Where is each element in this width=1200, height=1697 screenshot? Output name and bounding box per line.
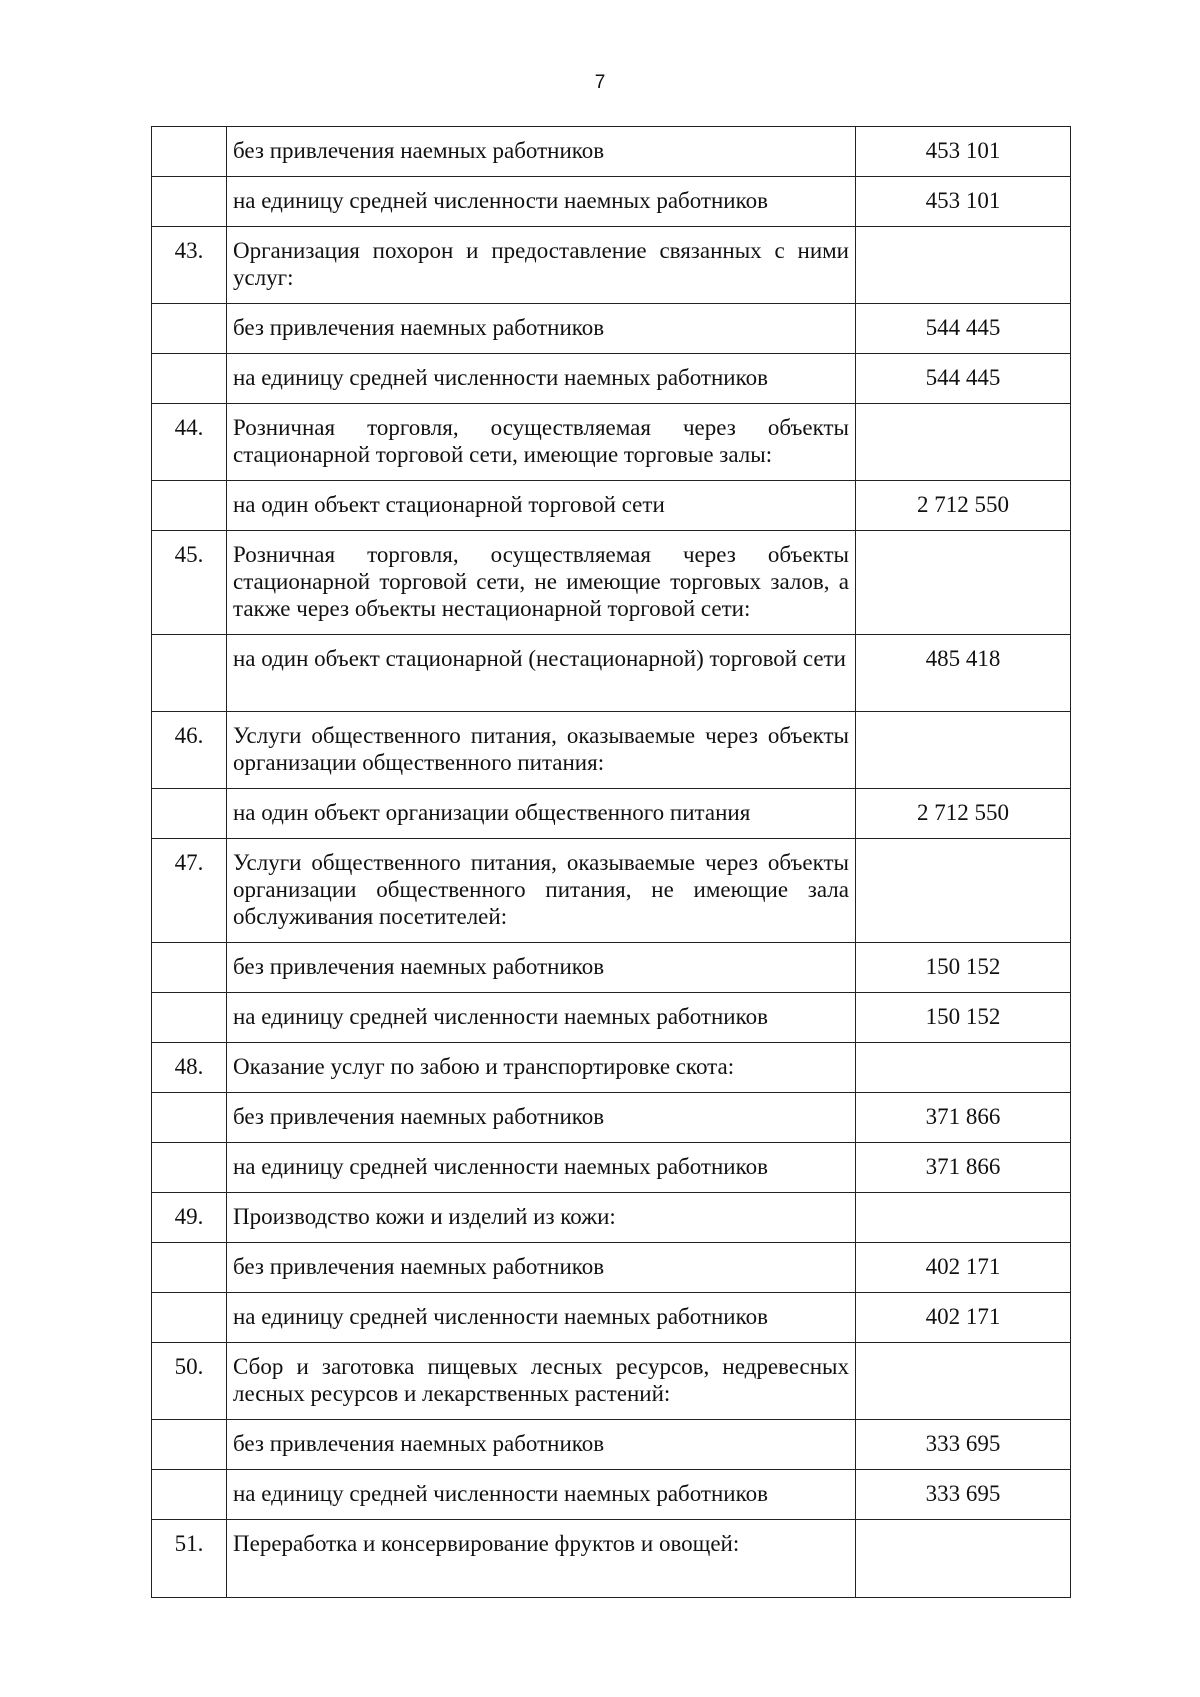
row-value-cell: 453 101 [856, 177, 1071, 227]
row-description-cell: Сбор и заготовка пищевых лесных ресурсов, недревесных лесных ресурсов и лекарственных растений: [227, 1343, 856, 1420]
row-value-cell: 333 695 [856, 1420, 1071, 1470]
row-number-cell [152, 177, 227, 227]
row-description-cell: на единицу средней численности наемных работников [227, 1293, 856, 1343]
row-description-cell: на единицу средней численности наемных работников [227, 993, 856, 1043]
rates-table [151, 126, 1071, 1598]
table-row [152, 1470, 1071, 1520]
row-description-cell: Услуги общественного питания, оказываемые через объекты организации общественного питания: [227, 712, 856, 789]
row-description-cell: без привлечения наемных работников [227, 127, 856, 177]
row-number-cell: 45. [152, 531, 227, 635]
table-row [152, 839, 1071, 943]
row-description-cell: без привлечения наемных работников [227, 1093, 856, 1143]
row-description-cell: на один объект стационарной (нестационарной) торговой сети [227, 635, 856, 712]
row-number-cell [152, 993, 227, 1043]
row-number-cell [152, 1420, 227, 1470]
table-row [152, 1343, 1071, 1420]
row-value-cell: 371 866 [856, 1093, 1071, 1143]
row-number-cell [152, 354, 227, 404]
table-row [152, 1093, 1071, 1143]
table-row [152, 304, 1071, 354]
row-description-cell: без привлечения наемных работников [227, 943, 856, 993]
row-number-cell: 47. [152, 839, 227, 943]
table-row [152, 404, 1071, 481]
row-number-cell [152, 1093, 227, 1143]
row-value-cell [856, 1043, 1071, 1093]
row-number-cell [152, 127, 227, 177]
row-description-cell: Розничная торговля, осуществляемая через объекты стационарной торговой сети, имеющие торговые залы: [227, 404, 856, 481]
table-body [152, 127, 1071, 1598]
table-row [152, 789, 1071, 839]
row-value-cell: 150 152 [856, 943, 1071, 993]
table-row [152, 1420, 1071, 1470]
table-row [152, 481, 1071, 531]
row-value-cell: 544 445 [856, 354, 1071, 404]
row-description-cell: на единицу средней численности наемных работников [227, 1470, 856, 1520]
table-row [152, 531, 1071, 635]
row-number-cell: 48. [152, 1043, 227, 1093]
row-value-cell: 544 445 [856, 304, 1071, 354]
row-number-cell [152, 789, 227, 839]
row-number-cell [152, 943, 227, 993]
table-row [152, 354, 1071, 404]
row-number-cell: 50. [152, 1343, 227, 1420]
row-value-cell [856, 839, 1071, 943]
row-number-cell: 51. [152, 1520, 227, 1598]
row-description-cell: без привлечения наемных работников [227, 1420, 856, 1470]
page-number: 7 [594, 72, 606, 93]
row-value-cell: 371 866 [856, 1143, 1071, 1193]
row-value-cell [856, 1343, 1071, 1420]
row-description-cell: на единицу средней численности наемных работников [227, 1143, 856, 1193]
row-value-cell: 150 152 [856, 993, 1071, 1043]
row-number-cell [152, 1243, 227, 1293]
table-row [152, 227, 1071, 304]
row-description-cell: Розничная торговля, осуществляемая через объекты стационарной торговой сети, не имеющие торговых залов, а также через объекты нестационарной торговой сети: [227, 531, 856, 635]
table-row [152, 1143, 1071, 1193]
row-value-cell: 2 712 550 [856, 481, 1071, 531]
row-value-cell: 453 101 [856, 127, 1071, 177]
row-description-cell: Услуги общественного питания, оказываемые через объекты организации общественного питания, не имеющие зала обслуживания посетителей: [227, 839, 856, 943]
row-description-cell: без привлечения наемных работников [227, 304, 856, 354]
row-value-cell [856, 712, 1071, 789]
table-row [152, 1520, 1071, 1598]
row-description-cell: на один объект стационарной торговой сети [227, 481, 856, 531]
row-description-cell: Переработка и консервирование фруктов и овощей: [227, 1520, 856, 1598]
row-description-cell: на единицу средней численности наемных работников [227, 177, 856, 227]
row-number-cell [152, 481, 227, 531]
row-number-cell: 46. [152, 712, 227, 789]
row-number-cell: 49. [152, 1193, 227, 1243]
table-row [152, 1243, 1071, 1293]
row-value-cell: 402 171 [856, 1243, 1071, 1293]
row-value-cell [856, 1520, 1071, 1598]
table-row [152, 712, 1071, 789]
row-description-cell: Производство кожи и изделий из кожи: [227, 1193, 856, 1243]
table-row [152, 1293, 1071, 1343]
row-value-cell [856, 404, 1071, 481]
row-value-cell [856, 1193, 1071, 1243]
row-value-cell: 402 171 [856, 1293, 1071, 1343]
table-row [152, 1193, 1071, 1243]
row-description-cell: Организация похорон и предоставление связанных с ними услуг: [227, 227, 856, 304]
table-row [152, 1043, 1071, 1093]
row-value-cell [856, 227, 1071, 304]
row-number-cell [152, 635, 227, 712]
row-description-cell: на единицу средней численности наемных работников [227, 354, 856, 404]
row-number-cell [152, 1143, 227, 1193]
row-value-cell: 333 695 [856, 1470, 1071, 1520]
table-row [152, 127, 1071, 177]
row-description-cell: на один объект организации общественного питания [227, 789, 856, 839]
table-row [152, 177, 1071, 227]
row-number-cell [152, 1293, 227, 1343]
row-number-cell [152, 1470, 227, 1520]
row-value-cell: 485 418 [856, 635, 1071, 712]
table-row [152, 943, 1071, 993]
table-row [152, 993, 1071, 1043]
row-number-cell: 43. [152, 227, 227, 304]
row-value-cell [856, 531, 1071, 635]
row-description-cell: Оказание услуг по забою и транспортировке скота: [227, 1043, 856, 1093]
row-value-cell: 2 712 550 [856, 789, 1071, 839]
row-number-cell: 44. [152, 404, 227, 481]
table-row [152, 635, 1071, 712]
row-number-cell [152, 304, 227, 354]
row-description-cell: без привлечения наемных работников [227, 1243, 856, 1293]
